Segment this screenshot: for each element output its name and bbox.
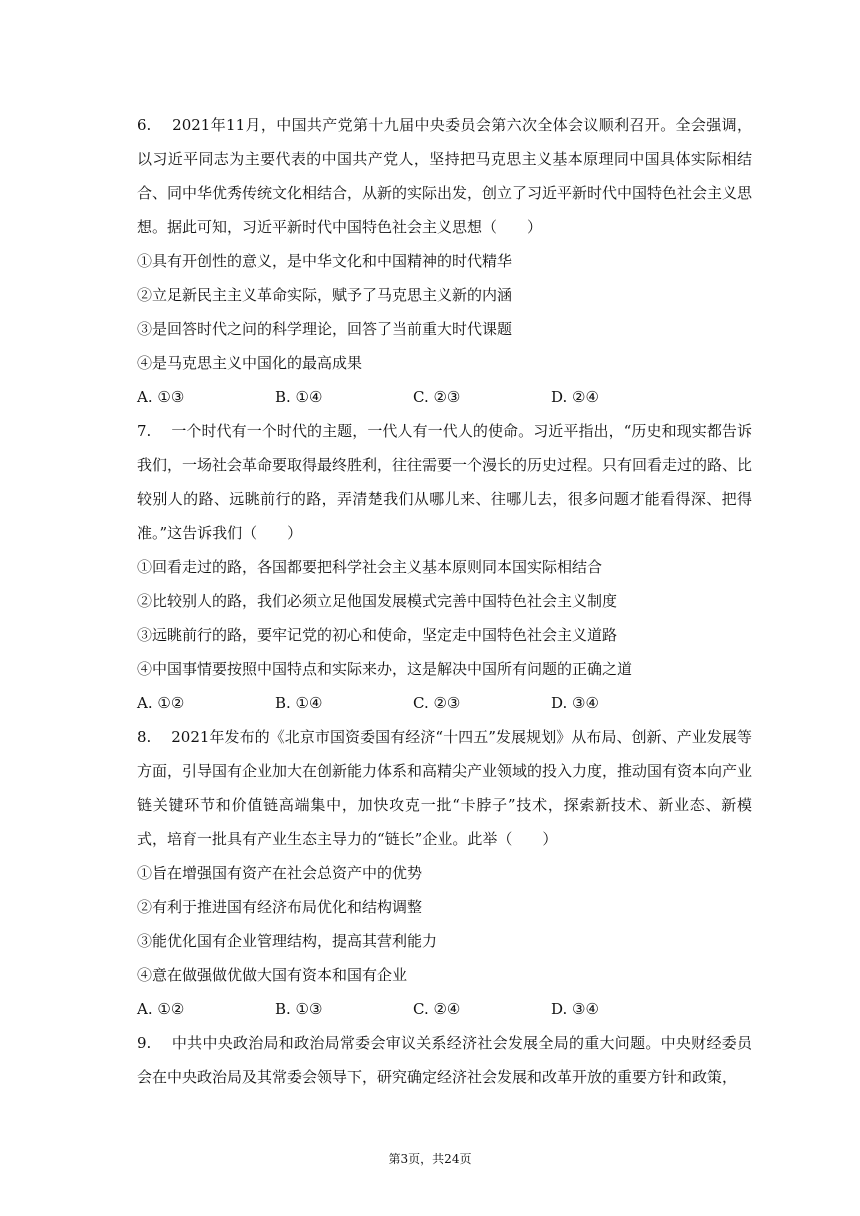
question-stem: 9. 中共中央政治局和政治局常委会审议关系经济社会发展全局的重大问题。中央财经委员会在中央政治局及其常委会领导下，研究确定经济社会发展和改革开放的重要方针和政策， xyxy=(137,1034,752,1086)
statement-item: ②比较别人的路，我们必须立足他国发展模式完善中国特色社会主义制度 xyxy=(137,592,618,610)
statement-item: ②有利于推进国有经济布局优化和结构调整 xyxy=(137,898,423,916)
page-number: 第3页，共24页 xyxy=(388,1152,472,1166)
option-d: D. ③④ xyxy=(551,1000,599,1018)
option-b: B. ①④ xyxy=(275,388,323,406)
answer-options xyxy=(137,686,752,720)
question-stem: 6. 2021年11月，中国共产党第十九届中央委员会第六次全体会议顺利召开。全会强调，以习近平同志为主要代表的中国共产党人，坚持把马克思主义基本原理同中国具体实际相结合、同中华优秀传统文化相结合，从新的实际出发，创立了习近平新时代中国特色社会主义思想。据此可知，习近平新时代中国特色社会主义思想（ ） xyxy=(137,116,753,236)
option-d: D. ③④ xyxy=(551,694,599,712)
question-stem: 7. 一个时代有一个时代的主题，一代人有一代人的使命。习近平指出，“历史和现实都告诉我们，一场社会革命要取得最终胜利，往往需要一个漫长的历史过程。只有回看走过的路、比较别人的路、远眺前行的路，弄清楚我们从哪儿来、往哪儿去，很多问题才能看得深、把得准。”这告诉我们（ ） xyxy=(137,422,753,542)
question-8 xyxy=(137,720,752,1026)
question-6 xyxy=(137,108,752,414)
statement-item: ④意在做强做优做大国有资本和国有企业 xyxy=(137,966,408,984)
option-b: B. ①③ xyxy=(275,1000,323,1018)
statement-item: ②立足新民主主义革命实际，赋予了马克思主义新的内涵 xyxy=(137,286,513,304)
option-a: A. ①② xyxy=(137,1000,185,1018)
option-a: A. ①③ xyxy=(137,388,185,406)
statement-item: ④是马克思主义中国化的最高成果 xyxy=(137,354,363,372)
option-c: C. ②③ xyxy=(413,694,461,712)
question-7 xyxy=(137,414,752,720)
question-stem: 8. 2021年发布的《北京市国资委国有经济“十四五”发展规划》从布局、创新、产业发展等方面，引导国有企业加大在创新能力体系和高精尖产业领域的投入力度，推动国有资本向产业链关键环节和价值链高端集中，加快攻克一批“卡脖子”技术，探索新技术、新业态、新模式，培育一批具有产业生态主导力的“链长”企业。此举（ ） xyxy=(137,728,753,848)
answer-options xyxy=(137,380,752,414)
option-d: D. ②④ xyxy=(551,388,599,406)
statement-item: ③能优化国有企业管理结构，提高其营利能力 xyxy=(137,932,438,950)
question-list xyxy=(137,108,752,1094)
question-9 xyxy=(137,1026,752,1094)
option-c: C. ②③ xyxy=(413,388,461,406)
statement-item: ③远眺前行的路，要牢记党的初心和使命，坚定走中国特色社会主义道路 xyxy=(137,626,618,644)
statement-item: ③是回答时代之问的科学理论，回答了当前重大时代课题 xyxy=(137,320,513,338)
statement-item: ①具有开创性的意义，是中华文化和中国精神的时代精华 xyxy=(137,252,513,270)
option-b: B. ①④ xyxy=(275,694,323,712)
statement-item: ①旨在增强国有资产在社会总资产中的优势 xyxy=(137,864,423,882)
statement-item: ①回看走过的路，各国都要把科学社会主义基本原则同本国实际相结合 xyxy=(137,558,603,576)
option-a: A. ①② xyxy=(137,694,185,712)
option-c: C. ②④ xyxy=(413,1000,461,1018)
answer-options xyxy=(137,992,752,1026)
statement-item: ④中国事情要按照中国特点和实际来办，这是解决中国所有问题的正确之道 xyxy=(137,660,633,678)
